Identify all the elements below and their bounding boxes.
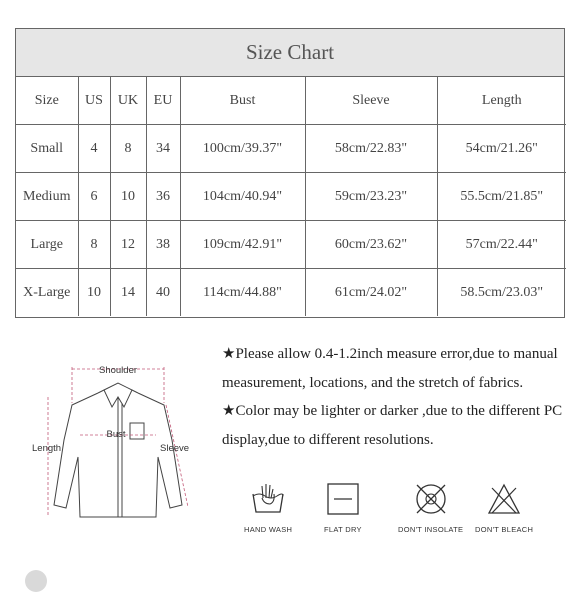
cell-size: X-Large [16,269,78,317]
cell-sleeve: 58cm/22.83" [305,125,437,173]
flat-dry-label: FLAT DRY [324,525,362,534]
cell-size: Small [16,125,78,173]
size-table [16,77,566,316]
cell-eu: 38 [146,221,180,269]
cell-length: 55.5cm/21.85" [437,173,566,221]
avatar [25,570,47,592]
cell-uk: 8 [110,125,146,173]
care-item-flat-dry [324,482,362,534]
hand-wash-icon [250,482,286,516]
dont-bleach-label: DON'T BLEACH [475,525,534,534]
dont-insolate-icon [413,482,449,516]
note-color: ★Color may be lighter or darker ,due to the different PC display,due to different resolutions. [222,403,563,448]
length-label: Length [32,443,62,454]
header-uk: UK [110,77,146,125]
sleeve-label: Sleeve [160,443,190,454]
cell-us: 8 [78,221,110,269]
cell-uk: 14 [110,269,146,317]
note-measure-error: ★Please allow 0.4-1.2inch measure error,due to manual measurement, locations, and the stretch of fabrics. [222,346,558,391]
dont-insolate-label: DON'T INSOLATE [398,525,464,534]
cell-bust: 114cm/44.88" [180,269,305,317]
cell-eu: 40 [146,269,180,317]
cell-bust: 109cm/42.91" [180,221,305,269]
cell-sleeve: 59cm/23.23" [305,173,437,221]
flat-dry-icon [326,482,360,516]
cell-uk: 12 [110,221,146,269]
cell-eu: 34 [146,125,180,173]
table-row [16,173,566,221]
cell-length: 54cm/21.26" [437,125,566,173]
care-item-hand-wash [244,482,292,534]
size-chart [15,28,565,318]
header-bust: Bust [180,77,305,125]
cell-length: 57cm/22.44" [437,221,566,269]
cell-us: 4 [78,125,110,173]
header-eu: EU [146,77,180,125]
size-chart-title: Size Chart [16,29,564,77]
table-row [16,125,566,173]
header-length: Length [437,77,566,125]
cell-sleeve: 60cm/23.62" [305,221,437,269]
cell-bust: 100cm/39.37" [180,125,305,173]
header-us: US [78,77,110,125]
shoulder-label: Shoulder [98,365,138,376]
notes [222,340,567,454]
cell-eu: 36 [146,173,180,221]
header-size: Size [16,77,78,125]
cell-size: Large [16,221,78,269]
cell-uk: 10 [110,173,146,221]
hand-wash-label: HAND WASH [244,525,293,534]
cell-sleeve: 61cm/24.02" [305,269,437,317]
cell-bust: 104cm/40.94" [180,173,305,221]
care-item-dont-bleach [475,482,533,534]
dont-bleach-icon [486,482,522,516]
table-header-row [16,77,566,125]
care-item-dont-insolate [398,482,463,534]
table-row [16,221,566,269]
shirt-measurement-diagram [28,345,208,535]
table-row [16,269,566,317]
cell-us: 6 [78,173,110,221]
cell-size: Medium [16,173,78,221]
header-sleeve: Sleeve [305,77,437,125]
cell-length: 58.5cm/23.03" [437,269,566,317]
bust-label: Bust [106,429,126,440]
cell-us: 10 [78,269,110,317]
